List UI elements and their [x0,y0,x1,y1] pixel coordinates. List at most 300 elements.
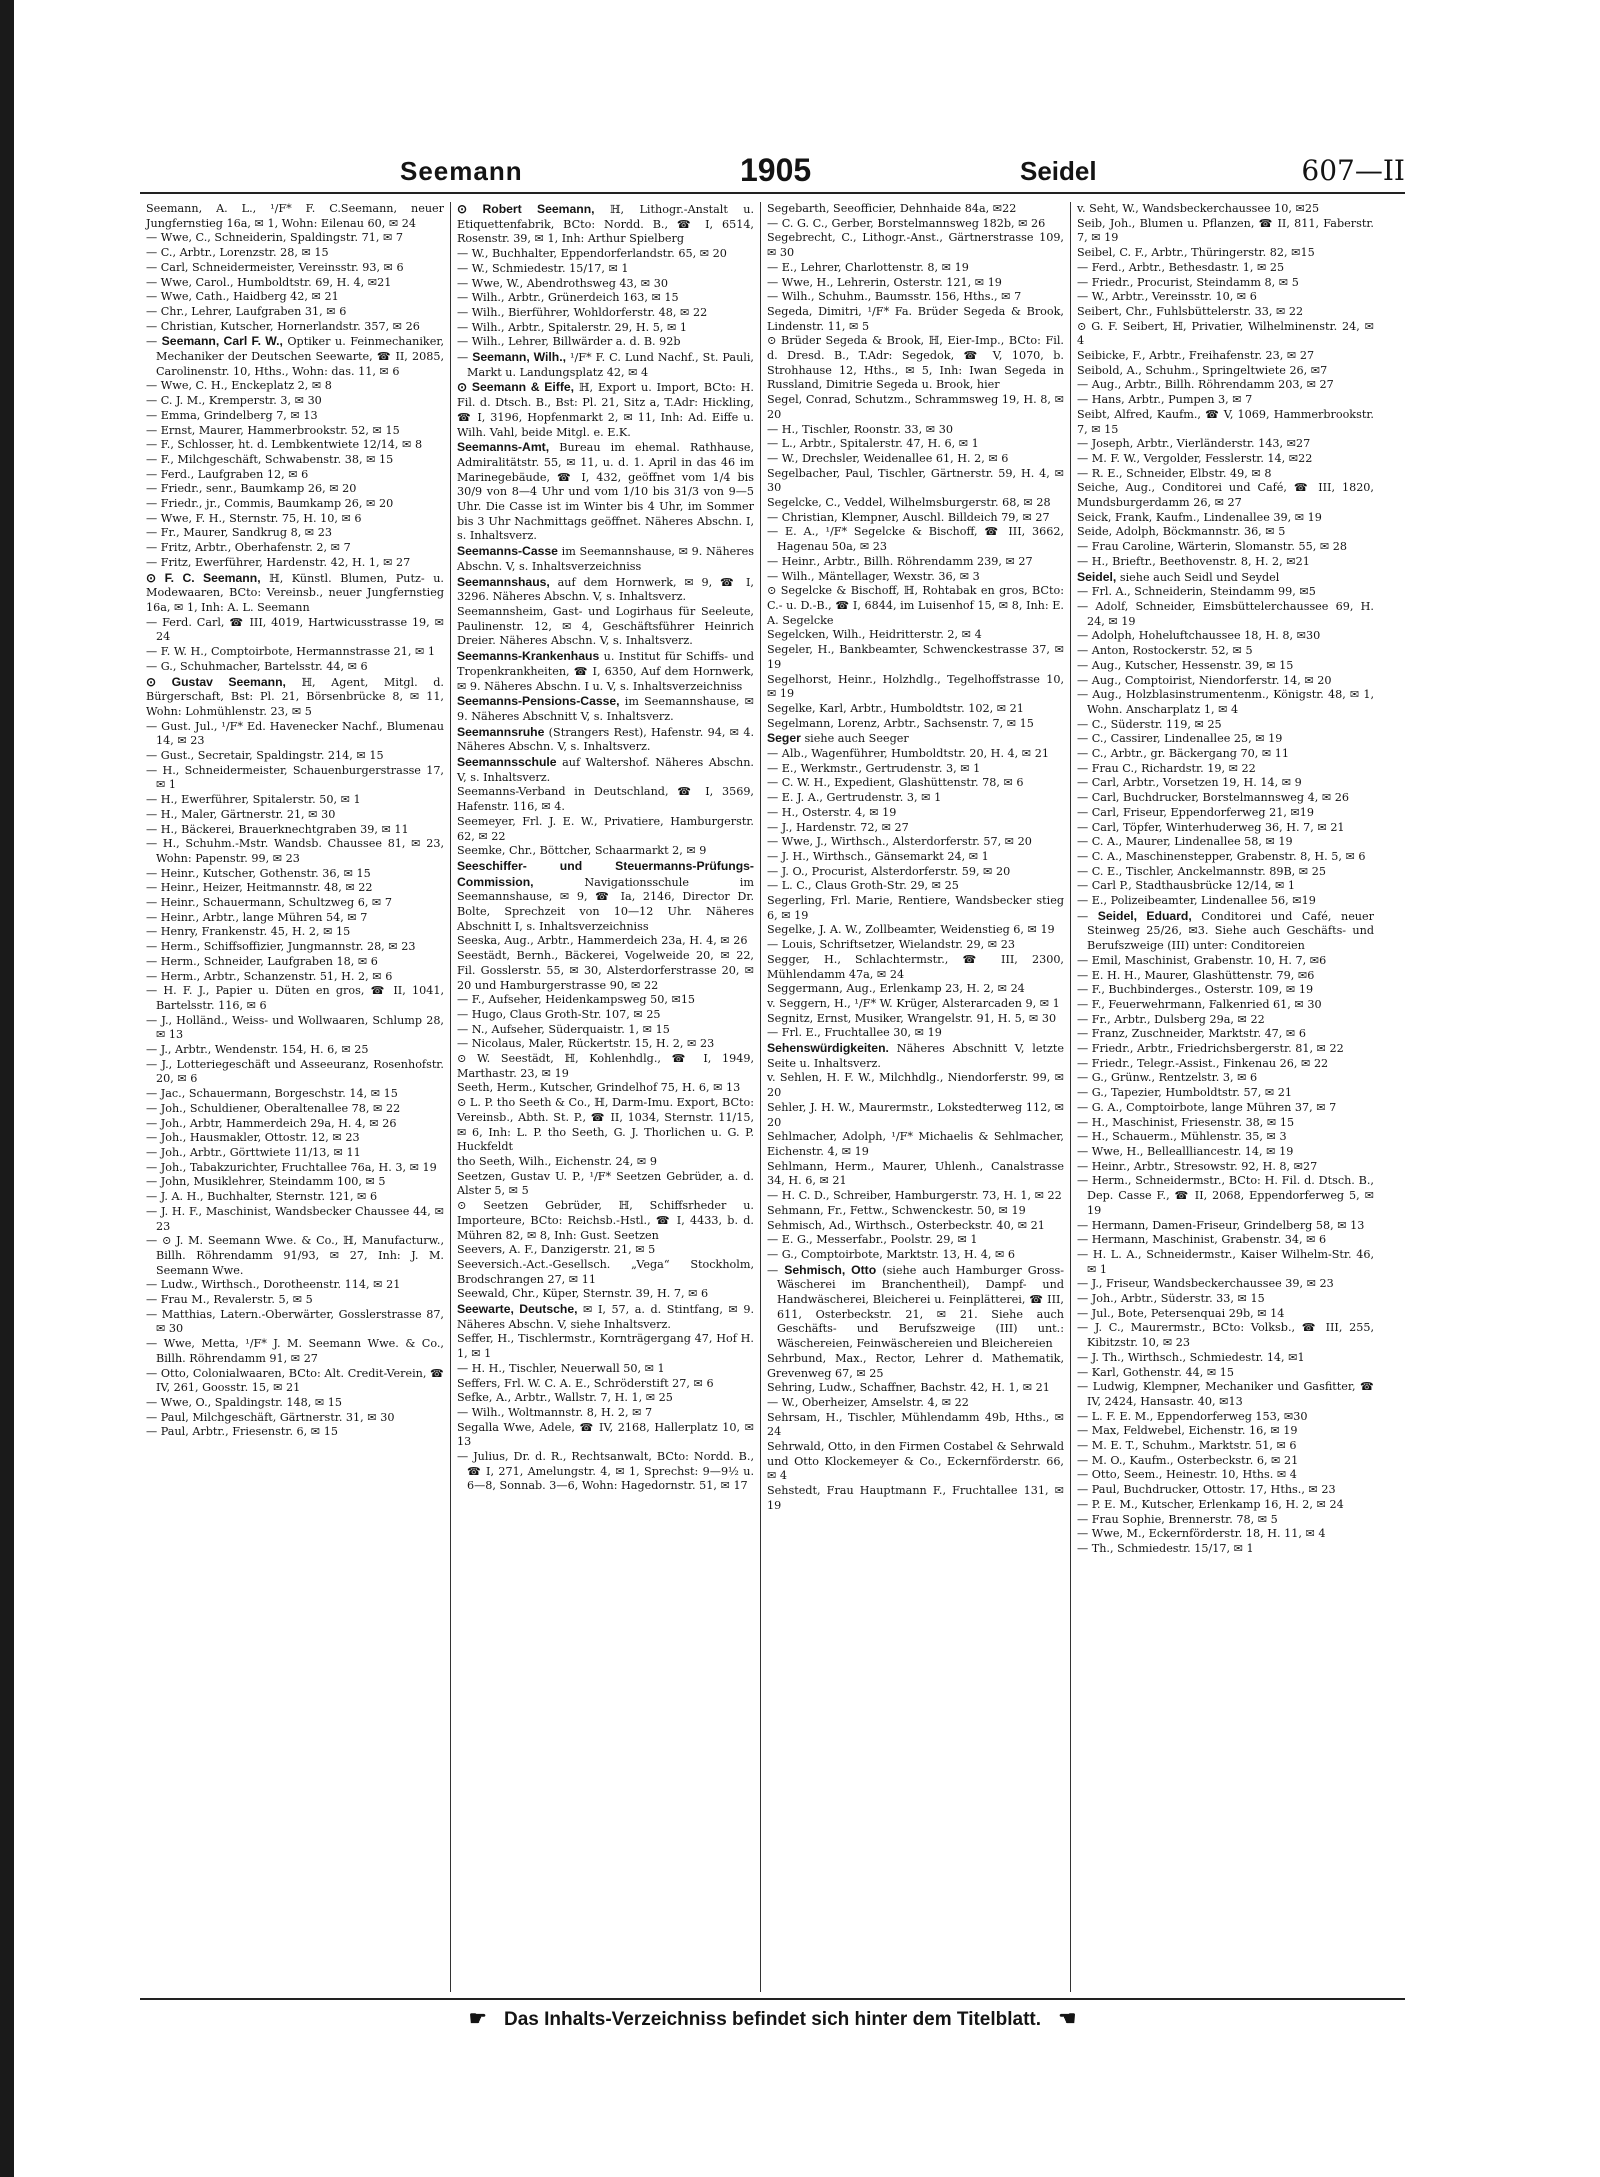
entry-text: M. E. T., Schuhm., Marktstr. 51, ✉ 6 [1091,1439,1297,1453]
entry-text: Seemke, Chr., Böttcher, Schaarmarkt 2, ✉ 9 [457,844,707,858]
directory-entry [767,1484,1064,1513]
entry-dash: — [146,1087,161,1101]
entry-text: Ludw., Wirthsch., Dorotheenstr. 114, ✉ 21 [160,1278,401,1292]
directory-entry [457,1406,754,1421]
directory-entry [146,720,444,749]
directory-entry [767,511,1064,526]
directory-entry [457,1450,754,1494]
directory-entry [1077,659,1374,674]
directory-entry [1077,1513,1374,1528]
entry-heading: ⊙ Gustav Seemann, [146,674,286,689]
entry-text: E. H. H., Maurer, Glashüttenstr. 79, ✉6 [1091,968,1315,982]
entry-dash: — [146,807,161,821]
entry-text: Herm., Schneidermstr., BCto: H. Fil. d. Dtsch. B., Dep. Casse F., ☎ II, 2068, Eppendorferweg 5, ✉ 19 [1087,1174,1374,1217]
directory-entry [1077,570,1374,586]
directory-entry [457,202,754,247]
entry-dash: — [146,1293,161,1307]
directory-entry [1077,835,1374,850]
directory-entry [767,217,1064,232]
entry-text: Aug., Holzblasinstrumentenm., Königstr. 48, ✉ 1, Wohn. Anscharplatz 1, ✉ 4 [1087,688,1374,716]
entry-dash: — [146,940,161,954]
footer-note [140,1998,1405,2032]
entry-text: Sehrbund, Max., Rector, Lehrer d. Mathematik, Grevenweg 67, ✉ 25 [767,1351,1064,1380]
entry-dash: — [1077,275,1092,289]
directory-entry [767,305,1064,334]
directory-entry [457,440,754,544]
directory-entry [457,544,754,574]
entry-text: W., Schmiedestr. 15/17, ✉ 1 [471,261,629,275]
entry-text: Seeska, Aug., Arbtr., Hammerdeich 23a, H. 4, ✉ 26 [457,934,748,948]
entry-text: Seibt, Alfred, Kaufm., ☎ V, 1069, Hammerbrookstr. 7, ✉ 15 [1077,407,1374,436]
directory-entry [767,997,1064,1012]
directory-entry [1077,1042,1374,1057]
entry-text: Frl. E., Fruchtallee 30, ✉ 19 [781,1026,942,1040]
column-4 [1070,202,1380,1992]
directory-entry [767,894,1064,923]
directory-entry [146,881,444,896]
entry-heading: Seemanns-Krankenhaus [457,649,600,664]
directory-entry [457,1421,754,1450]
directory-entry [457,1287,754,1302]
entry-text: Paul, Arbtr., Friesenstr. 6, ✉ 15 [160,1425,338,1439]
entry-heading: ⊙ F. C. Seemann, [146,570,261,585]
entry-text: Paul, Buchdrucker, Ottostr. 17, Hths., ✉ 23 [1091,1483,1336,1497]
entry-text: Wwe, Carol., Humboldtstr. 69, H. 4, ✉21 [160,275,392,289]
entry-text: Seemann, A. L., ¹/F* F. C.Seemann, neuer Jungfernstieg 16a, ✉ 1, Wohn: Eilenau 60, ✉ 24 [146,202,444,230]
entry-text: ⊙ W. Seestädt, ℍ, Kohlenhdlg., ☎ I, 1949, Marthastr. 23, ✉ 19 [457,1052,754,1080]
directory-entry [146,1190,444,1205]
directory-entry [767,673,1064,702]
directory-entry [1077,437,1374,452]
entry-text: Segerling, Frl. Marie, Rentiere, Wandsbecker stieg 6, ✉ 19 [767,894,1064,922]
entry-text: Hans, Arbtr., Pumpen 3, ✉ 7 [1091,393,1253,407]
directory-entry [767,496,1064,511]
directory-entry [457,1199,754,1243]
entry-text: Frau Sophie, Brennerstr. 78, ✉ 5 [1091,1512,1278,1526]
directory-entry [146,556,444,571]
entry-dash: — [1077,1380,1093,1394]
directory-entry [1077,865,1374,880]
directory-entry [146,1308,444,1337]
entry-text: Ferd., Laufgraben 12, ✉ 6 [160,467,309,481]
entry-dash: — [146,925,161,939]
directory-entry [767,1263,1064,1352]
entry-heading: Seemannshaus, [457,574,550,589]
entry-text: Wwe, Cath., Haidberg 42, ✉ 21 [160,290,339,304]
entry-dash: — [1077,1174,1093,1188]
directory-entry [1077,1086,1374,1101]
directory-entry [146,925,444,940]
directory-entry [457,335,754,350]
entry-text: Conditorei und Café, neuer Steinweg 25/26, ✉3. Siehe auch Geschäfts- und Berufszweige (III) unter: Conditoreien [1087,909,1374,953]
entry-dash: — [1077,585,1092,599]
directory-entry [767,1219,1064,1234]
entry-text: C. E., Tischler, Anckelmannstr. 89B, ✉ 25 [1091,864,1326,878]
directory-entry [146,645,444,660]
entry-dash: — [146,394,161,408]
directory-entry [457,725,754,755]
entry-text: Segalla Wwe, Adele, ☎ IV, 2168, Hallerplatz 10, ✉ 13 [457,1420,754,1449]
directory-entry [767,953,1064,982]
entry-dash: — [1077,849,1092,863]
directory-entry [146,660,444,675]
entry-dash: — [1077,644,1092,658]
entry-text: Heinr., Arbtr., Billh. Röhrendamm 239, ✉ 27 [781,554,1033,568]
directory-entry [457,1081,754,1096]
directory-entry [146,1175,444,1190]
entry-dash: — [146,1116,161,1130]
entry-text: Segelcken, Wilh., Heidritterstr. 2, ✉ 4 [767,628,982,642]
directory-entry [146,512,444,527]
directory-entry [457,380,754,440]
entry-text: Segelke, Karl, Arbtr., Humboldtstr. 102, ✉ 21 [767,701,1024,715]
entry-text: C., Süderstr. 119, ✉ 25 [1091,717,1222,731]
entry-dash: — [767,1233,782,1247]
directory-entry [767,1101,1064,1130]
entry-text: L. C., Claus Groth-Str. 29, ✉ 25 [781,879,959,893]
entry-text: u. Institut für Schiffs- und Tropenkrankheiten, ☎ I, 6350, Auf dem Hornwerk, ✉ 9. Näheres Abschn. I u. V, s. Inhaltsverzeichniss [457,650,754,693]
directory-entry [767,835,1064,850]
entry-text: Karl, Gothenstr. 44, ✉ 15 [1091,1365,1234,1379]
entry-text: Seib, Joh., Blumen u. Pflanzen, ☎ II, 811, Faberstr. 7, ✉ 19 [1077,216,1374,245]
directory-entry [457,306,754,321]
entry-text: Seibicke, F., Arbtr., Freihafenstr. 23, ✉ 27 [1077,349,1315,363]
entry-dash: — [146,246,161,260]
entry-dash: — [1077,466,1092,480]
entry-text: H., Tischler, Roonstr. 33, ✉ 30 [781,422,953,436]
entry-text: Carl, Buchdrucker, Borstelmannsweg 4, ✉ 26 [1091,791,1350,805]
entry-text: Ernst, Maurer, Hammerbrookstr. 52, ✉ 15 [160,423,400,437]
entry-text: H., Schuhm.-Mstr. Wandsb. Chaussee 81, ✉ 23, Wohn: Papenstr. 99, ✉ 23 [156,837,445,865]
entry-heading: Sehmisch, Otto [784,1262,877,1277]
directory-entry [767,423,1064,438]
entry-text: W., Buchhalter, Eppendorferlandstr. 65, ✉ 20 [471,247,727,261]
entry-dash: — [1077,658,1092,672]
entry-text: Seick, Frank, Kaufm., Lindenallee 39, ✉ 19 [1077,510,1322,524]
entry-dash: — [1077,909,1098,923]
entry-text: ℍ, Lithogr.-Anstalt u. Etiquettenfabrik, BCto: Nordd. B., ☎ I, 6514, Rosenstr. 39, ✉ 1, Inh: Arthur Spielberg [457,203,754,246]
directory-entry [1077,791,1374,806]
entry-text: Wwe, C., Schneiderin, Spaldingstr. 71, ✉ 7 [160,231,403,245]
entry-text: J. O., Procurist, Alsterdorferstr. 59, ✉ 20 [781,864,1011,878]
entry-text: H., Bäckerei, Brauerknechtgraben 39, ✉ 11 [160,822,409,836]
entry-dash: — [146,896,161,910]
directory-entry [457,321,754,336]
directory-entry [767,1189,1064,1204]
entry-text: Ludwig, Klempner, Mechaniker und Gasfitter, ☎ IV, 2424, Hansastr. 40, ✉13 [1087,1380,1374,1408]
entry-text: Gust., Secretair, Spaldingstr. 214, ✉ 15 [160,749,384,763]
entry-dash: — [1077,688,1093,702]
scan-edge [0,0,14,2177]
directory-entry [1077,850,1374,865]
directory-entry [146,334,444,379]
entry-text: J. Th., Wirthsch., Schmiedestr. 14, ✉1 [1091,1350,1305,1364]
entry-dash: — [457,247,472,261]
entry-text: Otto, Colonialwaaren, BCto: Alt. Credit-Verein, ☎ IV, 261, Goosstr. 15, ✉ 21 [156,1366,444,1395]
entry-dash: — [767,1247,782,1261]
entry-text: R. E., Schneider, Elbstr. 49, ✉ 8 [1091,466,1272,480]
entry-text: Segelmann, Lorenz, Arbtr., Sachsenstr. 7, ✉ 15 [767,716,1034,730]
entry-text: G. A., Comptoirbote, lange Mühren 37, ✉ 7 [1091,1100,1337,1114]
entry-text: E., Lehrer, Charlottenstr. 8, ✉ 19 [781,260,969,274]
directory-entry [767,982,1064,997]
entry-text: Segger, H., Schlachtermstr., ☎ III, 2300, Mühlendamm 47a, ✉ 24 [767,952,1064,981]
directory-entry [1077,1527,1374,1542]
entry-heading: Seemann, Wilh., [472,350,566,365]
directory-entry [457,1155,754,1170]
entry-text: Carl, Friseur, Eppendorferweg 21, ✉19 [1091,805,1315,819]
entry-text: Friedr., Procurist, Steindamm 8, ✉ 5 [1091,275,1299,289]
entry-dash: — [1077,1497,1092,1511]
entry-text: C. A., Maurer, Lindenallee 58, ✉ 19 [1091,835,1293,849]
directory-entry [457,1332,754,1361]
entry-dash: — [1077,290,1092,304]
entry-text: Frl. A., Schneiderin, Steindamm 99, ✉5 [1091,585,1316,599]
directory-entry [146,911,444,926]
directory-entry [1077,1366,1374,1381]
entry-text: Fritz, Ewerführer, Hardenstr. 42, H. 1, ✉ 27 [160,555,411,569]
entry-text: Seemeyer, Frl. J. E. W., Privatiere, Hamburgerstr. 62, ✉ 22 [457,814,754,843]
entry-text: Wwe, J., Wirthsch., Alsterdorferstr. 57, ✉ 20 [781,835,1032,849]
directory-entry [1077,261,1374,276]
directory-entry [767,1130,1064,1159]
entry-dash: — [1077,805,1092,819]
entry-text: Fr., Arbtr., Dulsberg 29a, ✉ 22 [1091,1012,1265,1026]
entry-dash: — [767,879,782,893]
entry-dash: — [767,791,782,805]
entry-text: F., Buchbinderges., Osterstr. 109, ✉ 19 [1091,983,1314,997]
entry-text: N., Aufseher, Süderquaistr. 1, ✉ 15 [471,1022,670,1036]
directory-entry [767,791,1064,806]
page-number: 607—II [1301,154,1405,187]
entry-dash: — [457,993,472,1007]
entry-dash: — [1077,1012,1092,1026]
entry-text: Sehring, Ludw., Schaffner, Bachstr. 42, H. 1, ✉ 21 [767,1381,1050,1395]
entry-dash: — [146,866,161,880]
directory-entry [146,1146,444,1161]
entry-dash: — [146,749,161,763]
entry-text: Sefke, A., Arbtr., Wallstr. 7, H. 1, ✉ 25 [457,1391,673,1405]
entry-text: E. A., ¹/F* Segelcke & Bischoff, ☎ III, 3662, Hagenau 50a, ✉ 23 [777,525,1064,554]
directory-entry [767,628,1064,643]
entry-text: W., Oberheizer, Amselstr. 4, ✉ 22 [781,1395,969,1409]
entry-dash: — [146,1043,161,1057]
entry-text: Wilh., Lehrer, Billwärder a. d. B. 92b [471,335,681,349]
directory-entry [767,570,1064,585]
entry-text: ⊙ Seetzen Gebrüder, ℍ, Schiffsrheder u. Importeure, BCto: Reichsb.-Hstl., ☎ I, 4433, b. d. Mühren 82, ✉ 8, Inh: Gust. Seetzen [457,1199,754,1242]
directory-entry [1077,408,1374,437]
entry-text: Wwe, Metta, ¹/F* J. M. Seemann Wwe. & Co., Billh. Röhrendamm 91, ✉ 27 [156,1337,444,1365]
directory-entry [457,993,754,1008]
directory-entry [146,290,444,305]
entry-dash: — [146,659,161,673]
directory-entry [146,823,444,838]
entry-text: J., Arbtr., Wendenstr. 154, H. 6, ✉ 25 [160,1043,369,1057]
directory-entry [1077,511,1374,526]
directory-entry [146,808,444,823]
entry-text: F., Schlosser, ht. d. Lembkentwiete 12/14, ✉ 8 [160,438,423,452]
entry-heading: ⊙ Seemann & Eiffe, [457,380,575,395]
directory-entry [146,438,444,453]
entry-text: Segel, Conrad, Schutzm., Schrammsweg 19, H. 8, ✉ 20 [767,393,1064,421]
entry-dash: — [1077,776,1092,790]
entry-text: Joh., Hausmakler, Ottostr. 12, ✉ 23 [160,1131,360,1145]
entry-dash: — [1077,953,1092,967]
entry-text: Aug., Kutscher, Hessenstr. 39, ✉ 15 [1091,658,1294,672]
entry-text: Seeth, Herm., Kutscher, Grindelhof 75, H. 6, ✉ 13 [457,1081,741,1095]
entry-text: Herm., Schneider, Laufgraben 18, ✉ 6 [160,954,378,968]
entry-dash: — [767,290,782,304]
directory-entry [146,1161,444,1176]
directory-entry [1077,644,1374,659]
entry-text: Carl, Arbtr., Vorsetzen 19, H. 14, ✉ 9 [1091,776,1302,790]
entry-text: siehe auch Seeger [804,732,909,746]
directory-entry [767,1233,1064,1248]
directory-entry [1077,525,1374,540]
entry-dash: — [146,1307,162,1321]
entry-dash: — [146,1425,161,1439]
directory-entry [457,1302,754,1332]
directory-entry [146,409,444,424]
entry-text: Wwe, C. H., Enckeplatz 2, ✉ 8 [160,379,332,393]
directory-entry [1077,1439,1374,1454]
entry-text: Seetzen, Gustav U. P., ¹/F* Seetzen Gebrüder, a. d. Alster 5, ✉ 5 [457,1169,754,1198]
entry-dash: — [1077,437,1092,451]
directory-entry [1077,540,1374,555]
directory-entry [457,949,754,993]
entry-text: Seevers, A. F., Danzigerstr. 21, ✉ 5 [457,1243,656,1257]
entry-dash: — [1077,1409,1092,1423]
pointing-hand-right-icon: ☛ [468,2008,487,2030]
entry-dash: — [1077,1100,1092,1114]
entry-text: Joh., Tabakzurichter, Fruchtallee 76a, H. 3, ✉ 19 [160,1160,437,1174]
entry-text: H., Brieftr., Beethovenstr. 8, H. 2, ✉21 [1091,554,1310,568]
entry-text: Th., Schmiedestr. 15/17, ✉ 1 [1091,1541,1254,1555]
entry-text: H. F. J., Papier u. Düten en gros, ☎ II, 1041, Bartelsstr. 116, ✉ 6 [156,984,444,1012]
directory-entry [146,970,444,985]
entry-dash: — [457,1007,472,1021]
entry-dash: — [767,554,782,568]
entry-text: Chr., Lehrer, Laufgraben 31, ✉ 6 [160,304,347,318]
entry-text: Wilh., Arbtr., Spitalerstr. 29, H. 5, ✉ 1 [471,320,688,334]
entry-dash: — [1077,1527,1092,1541]
entry-text: C., Arbtr., gr. Bäckergang 70, ✉ 11 [1091,747,1290,761]
entry-text: ⊙ G. F. Seibert, ℍ, Privatier, Wilhelminenstr. 24, ✉ 4 [1077,319,1374,348]
entry-text: tho Seeth, Wilh., Eichenstr. 24, ✉ 9 [457,1155,657,1168]
entry-dash: — [457,335,472,349]
entry-text: Joh., Schuldiener, Oberaltenallee 78, ✉ 22 [160,1101,401,1115]
entry-dash: — [1077,791,1092,805]
entry-heading: Seger [767,731,801,746]
directory-entry [457,1391,754,1406]
entry-text: Segebrecht, C., Lithogr.-Anst., Gärtnerstrasse 109, ✉ 30 [767,231,1064,260]
entry-dash: — [767,569,782,583]
directory-entry [1077,1410,1374,1425]
entry-text: Sehrwald, Otto, in den Firmen Costabel & Sehrwald und Otto Klockemeyer & Co., Eckernförderstr. 66, ✉ 4 [767,1440,1064,1483]
directory-entry [1077,806,1374,821]
entry-dash: — [1077,761,1092,775]
directory-entry [767,643,1064,672]
entry-text: Segeda, Dimitri, ¹/F* Fa. Brüder Segeda & Brook, Lindenstr. 11, ✉ 5 [767,304,1064,333]
entry-text: Seemanns-Verband in Deutschland, ☎ I, 3569, Hafenstr. 116, ✉ 4. [457,785,754,814]
entry-text: G., Grünw., Rentzelstr. 3, ✉ 6 [1091,1071,1258,1085]
entry-dash: — [146,482,161,496]
entry-text: Segelke, J. A. W., Zollbeamter, Weidenstieg 6, ✉ 19 [767,923,1055,937]
directory-entry [146,394,444,409]
directory-entry [767,1381,1064,1396]
entry-text: Fritz, Arbtr., Oberhafenstr. 2, ✉ 7 [160,541,351,555]
entry-text: Wwe, H., Belleallliancestr. 14, ✉ 19 [1091,1145,1294,1158]
entry-text: G., Schuhmacher, Bartelsstr. 44, ✉ 6 [160,659,368,673]
entry-dash: — [146,763,163,777]
entry-text: Jul., Bote, Petersenquai 29b, ✉ 14 [1091,1306,1285,1320]
entry-text: G., Comptoirbote, Marktstr. 13, H. 4, ✉ 6 [781,1247,1016,1261]
entry-text: Wwe, F. H., Sternstr. 75, H. 10, ✉ 6 [160,511,362,525]
entry-dash: — [146,260,161,274]
directory-entry [457,605,754,649]
directory-entry [146,276,444,291]
entry-text: ⊙ Segelcke & Bischoff, ℍ, Rohtabak en gros, BCto: C.- u. D.-B., ☎ I, 6844, im Luisenhof 15, ✉ 8, Inh: E. A. Segelcke [767,584,1064,627]
entry-dash: — [146,452,161,466]
directory-entry [767,334,1064,393]
entry-dash: — [146,910,161,924]
directory-entry [146,1131,444,1146]
header-left-name: Seemann [400,156,523,186]
entry-text: C. G. C., Gerber, Borstelmannsweg 182b, ✉ 26 [781,216,1046,230]
directory-entry [146,1278,444,1293]
entry-heading: Seemann, Carl F. W., [161,334,283,349]
entry-dash: — [767,805,782,819]
entry-text: Segeler, H., Bankbeamter, Schwenckestrasse 37, ✉ 19 [767,643,1064,671]
entry-dash: — [146,719,162,733]
entry-text: Carl, Schneidermeister, Vereinsstr. 93, ✉ 6 [160,260,404,274]
entry-dash: — [146,645,161,659]
directory-entry [1077,555,1374,570]
directory-entry [457,649,754,694]
entry-text: siehe auch Seidl und Seydel [1119,570,1280,584]
directory-entry [146,1087,444,1102]
entry-dash: — [767,216,782,230]
entry-text: Frau C., Richardstr. 19, ✉ 22 [1091,761,1256,775]
entry-dash: — [457,1450,474,1464]
directory-entry [146,379,444,394]
entry-text: G., Tapezier, Humboldtstr. 57, ✉ 21 [1091,1086,1293,1100]
directory-page [140,150,1405,2030]
entry-dash: — [146,319,161,333]
directory-entry [1077,1174,1374,1218]
entry-dash: — [767,451,782,465]
entry-dash: — [1077,1483,1092,1497]
directory-columns [140,202,1405,1992]
entry-text: J. H. F., Maschinist, Wandsbecker Chaussee 44, ✉ 23 [156,1204,444,1233]
entry-text: J. A. H., Buchhalter, Sternstr. 121, ✉ 6 [160,1190,378,1204]
directory-entry [767,776,1064,791]
entry-text: M. F. W., Vergolder, Fesslerstr. 14, ✉22 [1091,451,1313,465]
entry-text: Wilh., Schuhm., Baumsstr. 156, Hths., ✉ 7 [781,290,1022,304]
entry-text: v. Sehlen, H. F. W., Milchhdlg., Niendorferstr. 99, ✉ 20 [767,1071,1064,1100]
directory-entry [1077,1101,1374,1116]
directory-entry [146,526,444,541]
entry-text: Seestädt, Bernh., Bäckerei, Vogelweide 20, ✉ 22, Fil. Gosslerstr. 55, ✉ 30, Alsterdorferstrasse 20, ✉ 20 und Hamburgerstrasse 90, ✉ 22 [457,949,754,992]
directory-entry [1077,1013,1374,1028]
entry-dash: — [767,820,782,834]
entry-text: Friedr., senr., Baumkamp 26, ✉ 20 [160,482,357,496]
directory-entry [767,923,1064,938]
directory-entry [1077,320,1374,349]
entry-text: ⊙ Brüder Segeda & Brook, ℍ, Eier-Imp., BCto: Fil. d. Dresd. B., T.Adr: Segedok, ☎ V, 1070, b. Strohhause 12, Hths., ✉ 5, Inh: Iwan Segeda in Russland, Dimitrie Segeda u. Brook, hier [767,334,1064,392]
entry-text: Seggermann, Aug., Erlenkamp 23, H. 2, ✉ 24 [767,982,1025,996]
entry-text: Heinr., Heizer, Heitmannstr. 48, ✉ 22 [160,881,373,895]
